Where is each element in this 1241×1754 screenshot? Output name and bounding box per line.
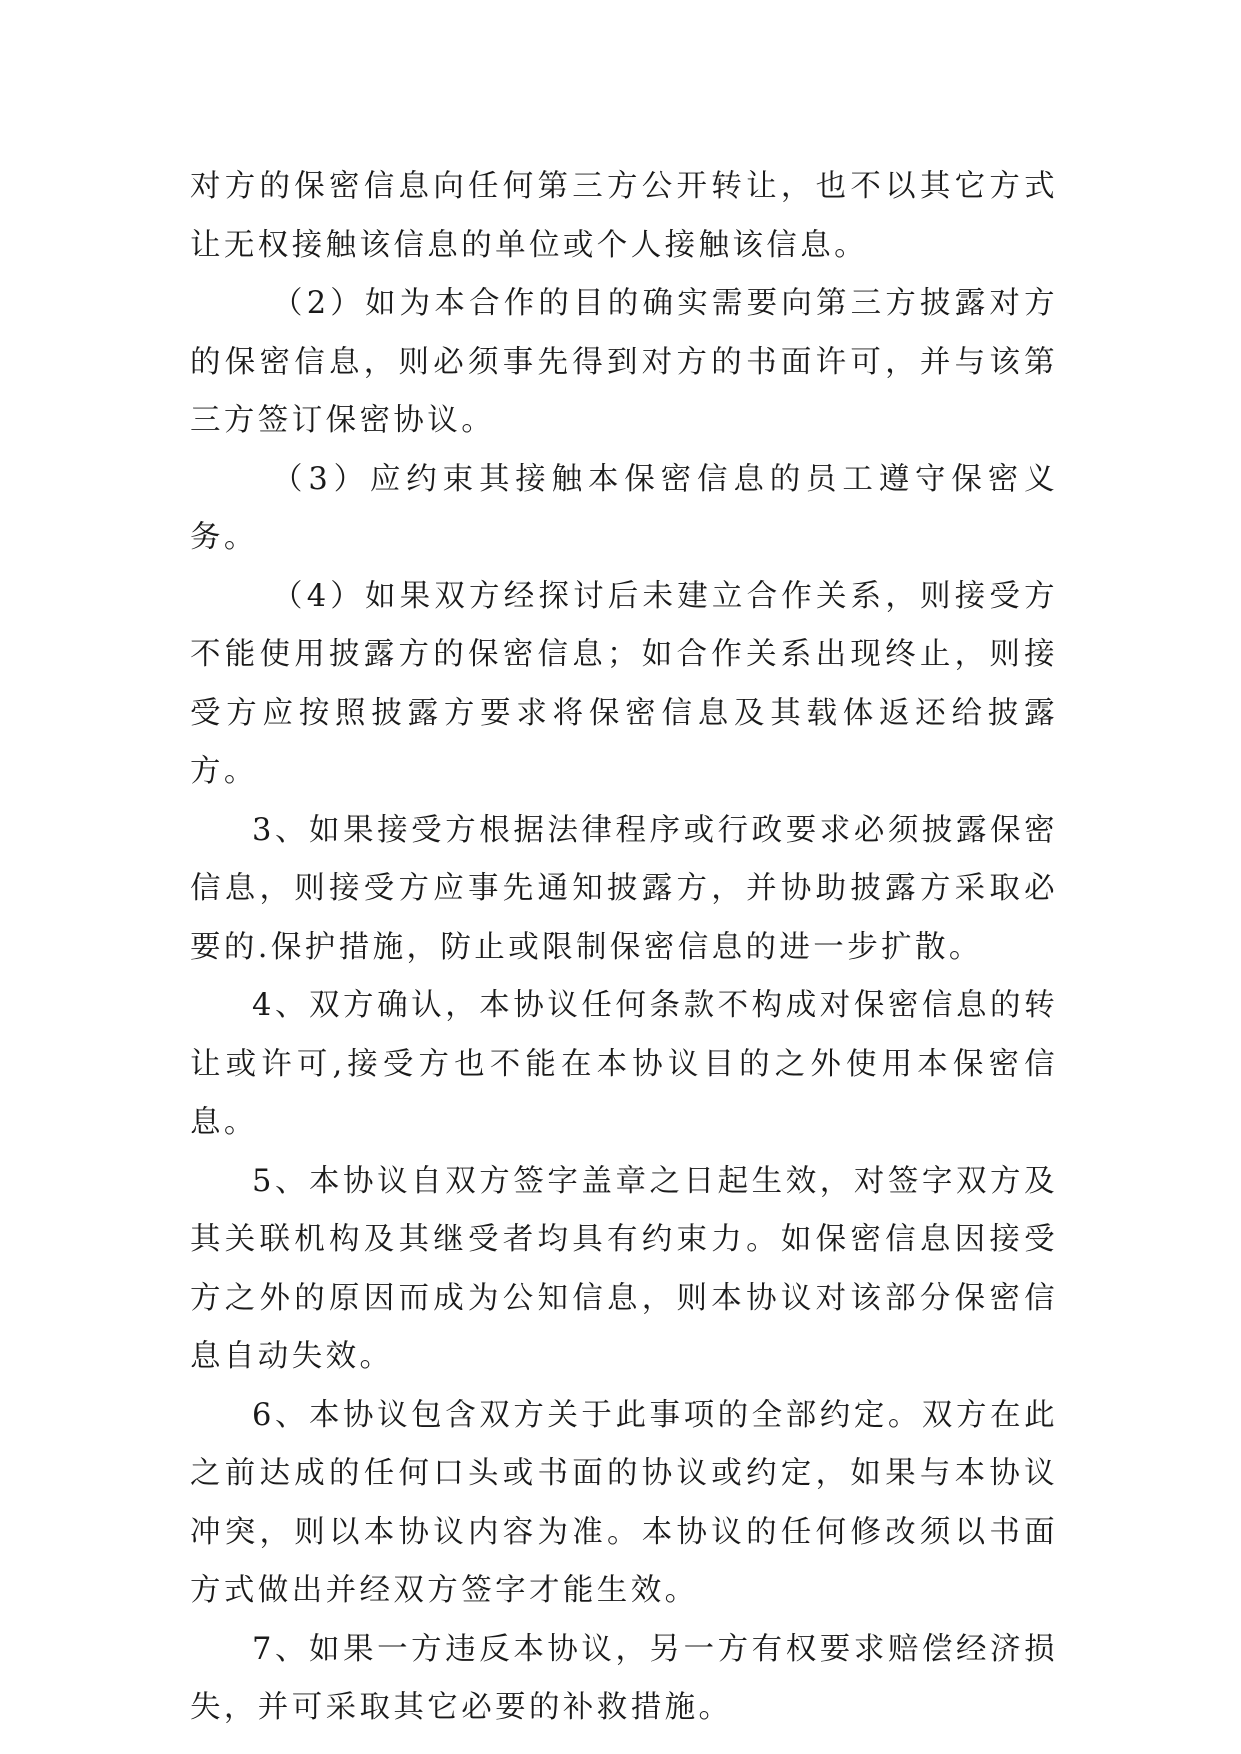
paragraph-clause-4: 4、双方确认，本协议任何条款不构成对保密信息的转让或许可,接受方也不能在本协议目的之外使用本保密信息。 (190, 988, 1058, 1140)
document-body (190, 158, 1058, 1738)
paragraph-continuation: 对方的保密信息向任何第三方公开转让，也不以其它方式让无权接触该信息的单位或个人接触该信息。 (190, 169, 1058, 263)
paragraph-clause-2-2: （2）如为本合作的目的确实需要向第三方披露对方的保密信息，则必须事先得到对方的书面许可，并与该第三方签订保密协议。 (190, 286, 1058, 438)
paragraph-clause-7: 7、如果一方违反本协议，另一方有权要求赔偿经济损失，并可采取其它必要的补救措施。 (190, 1631, 1058, 1725)
paragraph-clause-6: 6、本协议包含双方关于此事项的全部约定。双方在此之前达成的任何口头或书面的协议或约定，如果与本协议冲突，则以本协议内容为准。本协议的任何修改须以书面方式做出并经双方签字才能生效。 (190, 1397, 1058, 1608)
paragraph-clause-2-3: （3）应约束其接触本保密信息的员工遵守保密义务。 (190, 461, 1058, 555)
paragraph-clause-2-4: （4）如果双方经探讨后未建立合作关系，则接受方不能使用披露方的保密信息；如合作关系出现终止，则接受方应按照披露方要求将保密信息及其载体返还给披露方。 (190, 578, 1058, 789)
paragraph-clause-3: 3、如果接受方根据法律程序或行政要求必须披露保密信息，则接受方应事先通知披露方，并协助披露方采取必要的.保护措施，防止或限制保密信息的进一步扩散。 (190, 812, 1058, 965)
paragraph-clause-5: 5、本协议自双方签字盖章之日起生效，对签字双方及其关联机构及其继受者均具有约束力。如保密信息因接受方之外的原因而成为公知信息，则本协议对该部分保密信息自动失效。 (190, 1163, 1058, 1374)
